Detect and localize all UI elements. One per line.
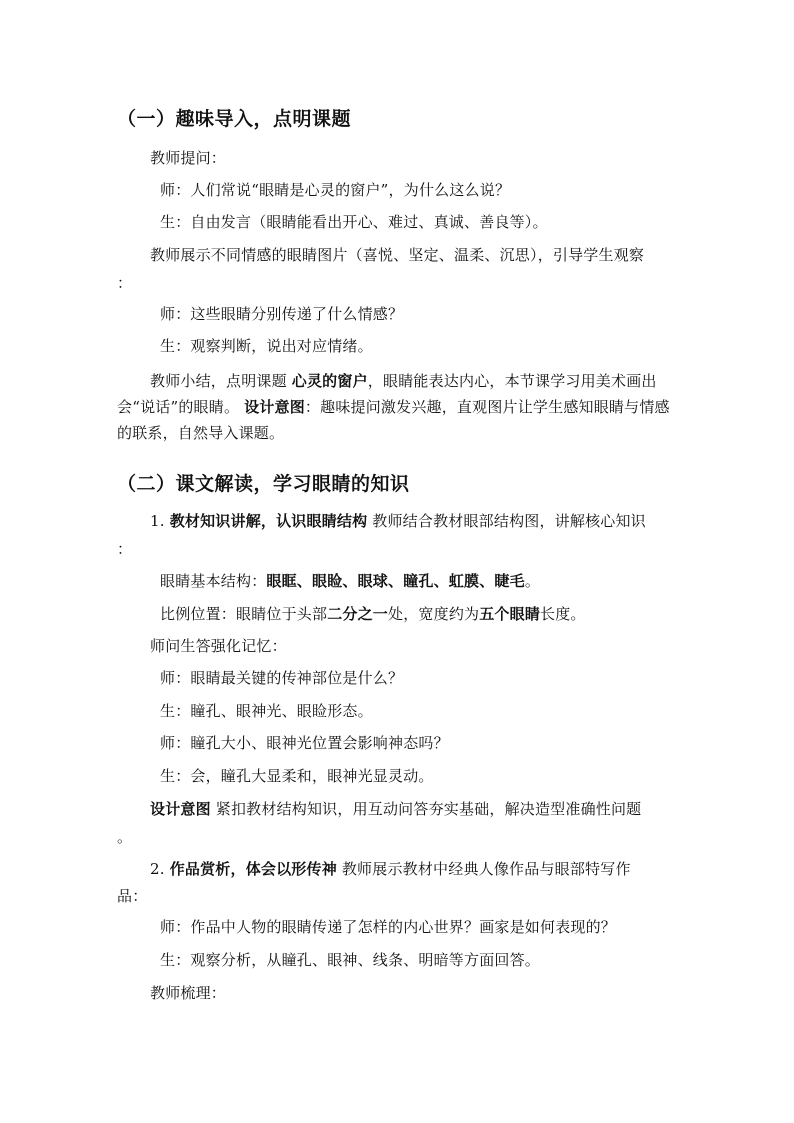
dialogue-line: 师：瞳孔大小、眼神光位置会影响神态吗？ xyxy=(160,734,449,752)
summary-paragraph: 教师小结，点明课题 心灵的窗户，眼睛能表达内心，本节课学习用美术画出会“说话”的眼睛。 设计意图：趣味提问激发兴趣，直观图片让学生感知眼睛与情感的联系，自然导入课题。 xyxy=(117,372,670,442)
dialogue-line: 师：作品中人物的眼睛传递了怎样的内心世界？画家是如何表现的？ xyxy=(160,918,617,936)
paragraph: 教师提问： xyxy=(150,149,227,167)
paragraph-continuation: 品： xyxy=(117,887,148,905)
dialogue-line: 生：会，瞳孔大显柔和，眼神光显灵动。 xyxy=(160,767,434,785)
paragraph: 教师展示不同情感的眼睛图片（喜悦、坚定、温柔、沉思），引导学生观察 xyxy=(150,246,645,264)
paragraph-continuation: ： xyxy=(117,540,133,558)
dialogue-line: 生：瞳孔、眼神光、眼睑形态。 xyxy=(160,702,373,720)
dialogue-line: 生：自由发言（眼睛能看出开心、难过、真诚、善良等）。 xyxy=(160,213,548,231)
dialogue-line: 生：观察分析，从瞳孔、眼神、线条、明暗等方面回答。 xyxy=(160,951,541,969)
dialogue-line: 生：观察判断，说出对应情绪。 xyxy=(160,337,373,355)
subsection-1-line: 1. 教材知识讲解，认识眼睛结构 教师结合教材眼部结构图，讲解核心知识 xyxy=(150,512,646,530)
paragraph: 教师梳理： xyxy=(150,984,227,1002)
paragraph-continuation: ： xyxy=(117,274,133,292)
subsection-2-line: 2. 作品赏析，体会以形传神 教师展示教材中经典人像作品与眼部特写作 xyxy=(150,860,631,878)
design-intent-line: 设计意图 紧扣教材结构知识，用互动问答夯实基础，解决造型准确性问题 xyxy=(150,800,642,818)
dialogue-line: 师：这些眼睛分别传递了什么情感？ xyxy=(160,305,404,323)
proportion-line: 比例位置：眼睛位于头部二分之一处，宽度约为五个眼睛长度。 xyxy=(160,605,586,623)
structure-line: 眼睛基本结构：眼眶、眼睑、眼球、瞳孔、虹膜、睫毛。 xyxy=(160,572,541,590)
dialogue-line: 师：眼睛最关键的传神部位是什么？ xyxy=(160,669,404,687)
section-heading-1: （一）趣味导入，点明课题 xyxy=(117,108,352,130)
paragraph: 师问生答强化记忆： xyxy=(150,637,287,655)
dialogue-line: 师：人们常说“眼睛是心灵的窗户”，为什么这么说？ xyxy=(160,181,511,199)
paragraph-continuation: 。 xyxy=(117,828,133,846)
section-heading-2: （二）课文解读，学习眼睛的知识 xyxy=(117,473,410,495)
